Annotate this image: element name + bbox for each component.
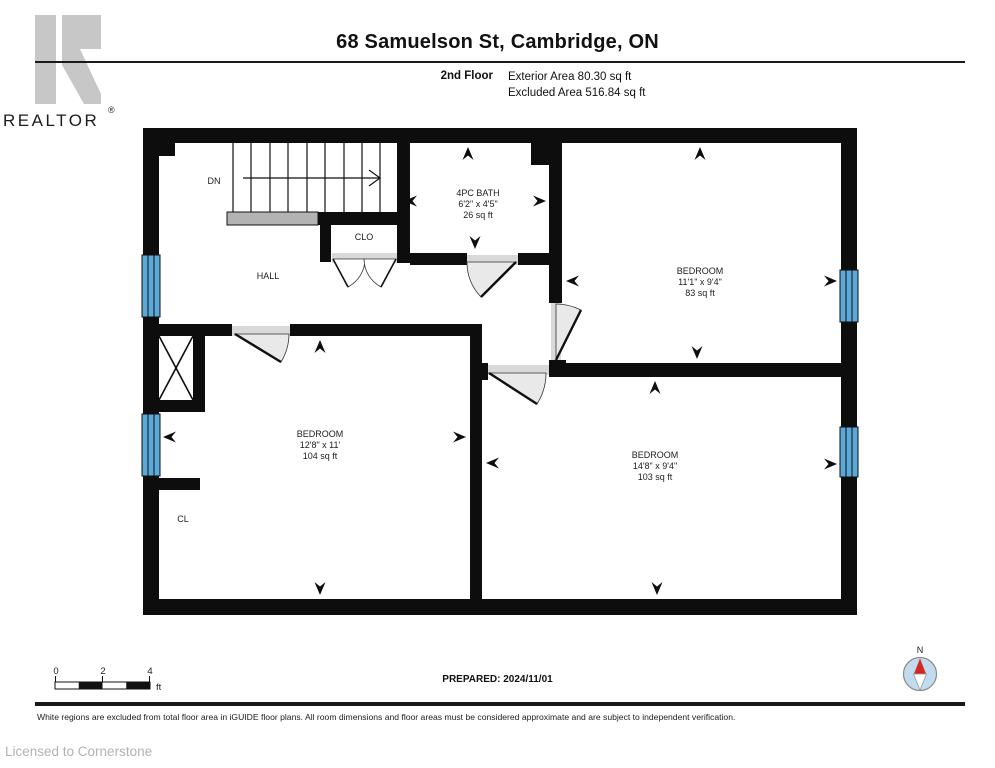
scale-unit: ft: [156, 682, 162, 693]
bath-dims: 6'2" x 4'5": [458, 199, 498, 209]
label-hall: HALL: [256, 271, 280, 281]
header-divider-line: [35, 61, 965, 63]
bedroom-ne-name: BEDROOM: [676, 266, 724, 276]
window-sebed-right: [840, 427, 858, 477]
wall-cl-stub: [159, 478, 200, 490]
wall-wbed-right: [470, 324, 482, 614]
license-text: Licensed to Cornerstone: [5, 744, 153, 759]
exterior-area: Exterior Area 80.30 sq ft: [508, 71, 632, 83]
wall-outer-left: [143, 128, 159, 614]
wall-outer-bottom: [143, 599, 857, 615]
door-nebed: [556, 304, 581, 360]
excluded-area: Excluded Area 516.84 sq ft: [508, 86, 646, 99]
scale-4: 4: [147, 666, 153, 677]
wall-stairs-right: [397, 143, 410, 263]
wall-central-vertical: [549, 143, 562, 303]
shaft-box: [159, 336, 193, 400]
compass-n-label: N: [916, 645, 924, 655]
wall-shaft-right: [193, 324, 205, 412]
label-dn: DN: [207, 176, 221, 186]
page-title: 68 Samuelson St, Cambridge, ON: [336, 31, 659, 53]
stair-direction-arrow: [243, 170, 380, 186]
scale-0: 0: [53, 666, 59, 677]
window-wbed-left: [142, 414, 160, 476]
area-summary: [508, 70, 645, 101]
scale-2: 2: [100, 666, 106, 677]
door-clo-double: [333, 259, 396, 287]
wall-bath-bottom-right: [518, 253, 550, 265]
door-sebed: [489, 373, 546, 404]
bedroom-w-area: 104 sq ft: [302, 451, 338, 461]
footer-divider-line: [35, 702, 965, 706]
wall-right-bedrooms-divider: [549, 363, 841, 377]
bedroom-w-name: BEDROOM: [296, 429, 344, 439]
logo-bar: [35, 15, 56, 104]
bedroom-w-dims: 12'8" x 11': [299, 440, 341, 450]
label-cl: CL: [177, 514, 189, 524]
wall-bath-jog: [531, 143, 549, 165]
wall-wbed-top-b: [290, 324, 482, 336]
disclaimer-text: White regions are excluded from total floor area in iGUIDE floor plans. All room dimensions and floor areas must be considered approximate and are subject to independent verification.: [37, 712, 736, 722]
logo-reg-mark: ®: [108, 105, 115, 115]
bath-name: 4PC BATH: [456, 188, 500, 198]
wall-outer-top: [143, 128, 857, 143]
window-nebed-right: [840, 270, 858, 322]
stair-landing: [227, 212, 318, 225]
floor-name: 2nd Floor: [440, 70, 493, 82]
bedroom-ne-dims: 11'1" x 9'4": [678, 277, 722, 287]
prepared-date: PREPARED: 2024/11/01: [442, 674, 553, 685]
logo-leg: [62, 49, 101, 104]
bath-area: 26 sq ft: [463, 210, 493, 220]
wall-shaft-bottom: [143, 400, 205, 412]
label-clo: CLO: [354, 232, 374, 242]
bedroom-se-area: 103 sq ft: [637, 472, 673, 482]
wall-wbed-top-a: [143, 324, 232, 336]
logo-text: REALTOR: [3, 111, 100, 130]
wall-clo-left: [320, 212, 331, 262]
bedroom-se-name: BEDROOM: [631, 450, 679, 460]
window-hall-left: [142, 255, 160, 317]
door-wbed: [235, 334, 289, 362]
bedroom-ne-area: 83 sq ft: [685, 288, 715, 298]
wall-bath-bottom-left: [410, 253, 467, 265]
bedroom-se-dims: 14'8" x 9'4": [632, 461, 678, 471]
wall-outer-right: [841, 128, 857, 614]
door-bath: [467, 262, 516, 297]
wall-corner-notch: [159, 143, 175, 156]
